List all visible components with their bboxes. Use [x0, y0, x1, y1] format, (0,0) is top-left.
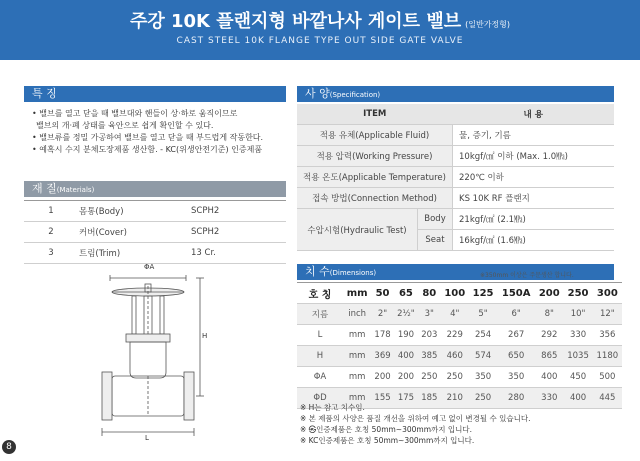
- table-row: [297, 146, 614, 167]
- dim-cell: 1180: [593, 346, 622, 367]
- page-title: 주강 10K 플랜지형 바깥나사 게이트 밸브 (일반가정형): [129, 11, 511, 32]
- dim-cell: 280: [497, 388, 535, 409]
- drawing-label-h: H: [202, 332, 208, 340]
- features-heading: 특 징: [32, 87, 57, 100]
- table-row: [297, 167, 614, 188]
- spec-heading: 사 양: [305, 87, 330, 100]
- dim-cell: 350: [497, 367, 535, 388]
- dim-cell: 400: [563, 388, 592, 409]
- material-no: 2: [24, 222, 78, 243]
- dim-row-label: 지름: [297, 304, 343, 325]
- material-part: 트림(Trim): [78, 243, 190, 264]
- table-row: [297, 125, 614, 146]
- feature-item: 밸브의 개·폐 상태를 육안으로 쉽게 확인할 수 있다.: [36, 121, 214, 130]
- dim-unit: mm: [343, 388, 371, 409]
- footnote: ※ ㉿인증제품은 호칭 50mm~300mm까지 입니다.: [300, 425, 473, 434]
- dim-cell: 155: [371, 388, 394, 409]
- dim-row-label: 호 칭: [297, 283, 343, 304]
- spec-item: 적용 유체(Applicable Fluid): [297, 125, 453, 146]
- dim-cell: 292: [535, 325, 563, 346]
- spec-heading-en: (Specification): [329, 91, 381, 99]
- dim-cell: 210: [441, 388, 469, 409]
- spec-sub-label: Body: [418, 209, 453, 230]
- dim-cell: 3": [418, 304, 441, 325]
- dim-cell: 200: [371, 367, 394, 388]
- spec-value: KS 10K RF 플랜지: [453, 188, 615, 209]
- dimensions-table: [297, 282, 622, 409]
- dim-unit: mm: [343, 325, 371, 346]
- footnote: ※ 본 제품의 사양은 품질 개선을 위하여 예고 없이 변경될 수 있습니다.: [300, 414, 531, 423]
- table-row: [297, 325, 622, 346]
- table-row: [24, 222, 286, 243]
- dim-cell: 65: [394, 283, 418, 304]
- page-header: [0, 0, 640, 60]
- spec-content-header: 내 용: [453, 104, 615, 125]
- dim-cell: 200: [535, 283, 563, 304]
- dim-cell: 1035: [563, 346, 592, 367]
- material-no: 1: [24, 201, 78, 222]
- dim-cell: 574: [469, 346, 497, 367]
- table-row: [297, 367, 622, 388]
- gate-valve-diagram: [88, 272, 208, 444]
- dim-row-label: ΦD: [297, 388, 343, 409]
- dim-cell: 356: [593, 325, 622, 346]
- dim-cell: 250: [441, 367, 469, 388]
- table-row: [297, 188, 614, 209]
- dim-cell: 229: [441, 325, 469, 346]
- dim-cell: 190: [394, 325, 418, 346]
- spec-value: 10kgf/㎠ 이하 (Max. 1.0㎫): [453, 146, 615, 167]
- dim-cell: 865: [535, 346, 563, 367]
- table-header-row: [297, 283, 622, 304]
- features-list: [32, 108, 284, 156]
- dim-cell: 203: [418, 325, 441, 346]
- material-value: 13 Cr.: [190, 243, 286, 264]
- spec-heading-bar: [297, 86, 614, 102]
- spec-table: [297, 104, 614, 251]
- footnote: ※ H는 참고 치수임.: [300, 403, 365, 412]
- table-row: [297, 304, 622, 325]
- dim-cell: 50: [371, 283, 394, 304]
- feature-item: • 예혹시 수지 분체도장제품 생산함. - KC(위생안전기준) 인증제품: [32, 145, 263, 154]
- page-subtitle: CAST STEEL 10K FLANGE TYPE OUT SIDE GATE VALVE: [176, 36, 464, 46]
- dim-note: ※350mm 이상은 주문생산 합니다.: [480, 272, 574, 279]
- dim-cell: 267: [497, 325, 535, 346]
- dim-cell: 80: [418, 283, 441, 304]
- dim-cell: 175: [394, 388, 418, 409]
- dim-cell: 254: [469, 325, 497, 346]
- table-row: [297, 346, 622, 367]
- dim-cell: 200: [394, 367, 418, 388]
- dim-cell: 330: [535, 388, 563, 409]
- dim-cell: 178: [371, 325, 394, 346]
- dim-cell: 12": [593, 304, 622, 325]
- title-note: (일반가정형): [465, 20, 511, 29]
- dim-cell: 385: [418, 346, 441, 367]
- footnote: ※ KC인증제품은 호칭 50mm~300mm까지 입니다.: [300, 436, 475, 445]
- dim-cell: 10": [563, 304, 592, 325]
- table-header-row: [297, 104, 614, 125]
- material-value: SCPH2: [190, 201, 286, 222]
- spec-item: 적용 압력(Working Pressure): [297, 146, 453, 167]
- dim-unit: mm: [343, 283, 371, 304]
- dim-cell: 150A: [497, 283, 535, 304]
- dim-cell: 445: [593, 388, 622, 409]
- dim-cell: 185: [418, 388, 441, 409]
- spec-value: 21kgf/㎠ (2.1㎫): [453, 209, 615, 230]
- table-row: [24, 243, 286, 264]
- dim-cell: 2": [371, 304, 394, 325]
- dim-unit: mm: [343, 346, 371, 367]
- spec-item: 수압시험(Hydraulic Test): [297, 209, 418, 251]
- footnotes: [300, 402, 531, 446]
- dim-cell: 650: [497, 346, 535, 367]
- dim-cell: 5": [469, 304, 497, 325]
- spec-value: 16kgf/㎠ (1.6㎫): [453, 230, 615, 251]
- feature-item: • 밸브를 열고 닫을 때 밸브대와 핸들이 상·하로 움직이므로: [32, 109, 238, 118]
- dim-cell: 250: [469, 388, 497, 409]
- dim-cell: 100: [441, 283, 469, 304]
- features-heading-bar: [24, 86, 286, 102]
- material-part: 커버(Cover): [78, 222, 190, 243]
- spec-sub-label: Seat: [418, 230, 453, 251]
- table-row: [297, 209, 614, 230]
- material-value: SCPH2: [190, 222, 286, 243]
- materials-heading: 재 질: [32, 182, 57, 195]
- spec-value: 220℃ 이하: [453, 167, 615, 188]
- drawing-label-a: ΦA: [144, 263, 155, 271]
- page-number: 8: [2, 440, 16, 454]
- dim-heading: 치 수: [305, 265, 330, 278]
- dim-cell: 300: [593, 283, 622, 304]
- dim-unit: mm: [343, 367, 371, 388]
- dim-cell: 400: [394, 346, 418, 367]
- dim-cell: 450: [563, 367, 592, 388]
- dim-unit: inch: [343, 304, 371, 325]
- feature-item: • 밸브류를 정밀 가공하여 밸브를 열고 닫을 때 부드럽게 작동한다.: [32, 133, 264, 142]
- material-part: 몸통(Body): [78, 201, 190, 222]
- dim-cell: 250: [563, 283, 592, 304]
- spec-item: 적용 온도(Applicable Temperature): [297, 167, 453, 188]
- dim-cell: 330: [563, 325, 592, 346]
- materials-heading-en: (Materials): [56, 186, 95, 194]
- dim-heading-en: (Dimensions): [329, 269, 377, 277]
- dim-cell: 350: [469, 367, 497, 388]
- dim-row-label: H: [297, 346, 343, 367]
- material-no: 3: [24, 243, 78, 264]
- table-row: [24, 201, 286, 222]
- dim-cell: 460: [441, 346, 469, 367]
- materials-heading-bar: [24, 181, 286, 197]
- spec-item-header: ITEM: [297, 104, 453, 125]
- dim-cell: 250: [418, 367, 441, 388]
- dim-cell: 500: [593, 367, 622, 388]
- materials-table: [24, 200, 286, 264]
- dim-cell: 4": [441, 304, 469, 325]
- dim-cell: 400: [535, 367, 563, 388]
- dim-cell: 8": [535, 304, 563, 325]
- dim-row-label: L: [297, 325, 343, 346]
- dim-cell: 6": [497, 304, 535, 325]
- spec-value: 물, 증기, 기름: [453, 125, 615, 146]
- dim-cell: 2½": [394, 304, 418, 325]
- dim-cell: 369: [371, 346, 394, 367]
- valve-drawing: [88, 263, 208, 444]
- dim-row-label: ΦA: [297, 367, 343, 388]
- drawing-label-l: L: [145, 434, 149, 442]
- dim-cell: 125: [469, 283, 497, 304]
- spec-item: 접속 방법(Connection Method): [297, 188, 453, 209]
